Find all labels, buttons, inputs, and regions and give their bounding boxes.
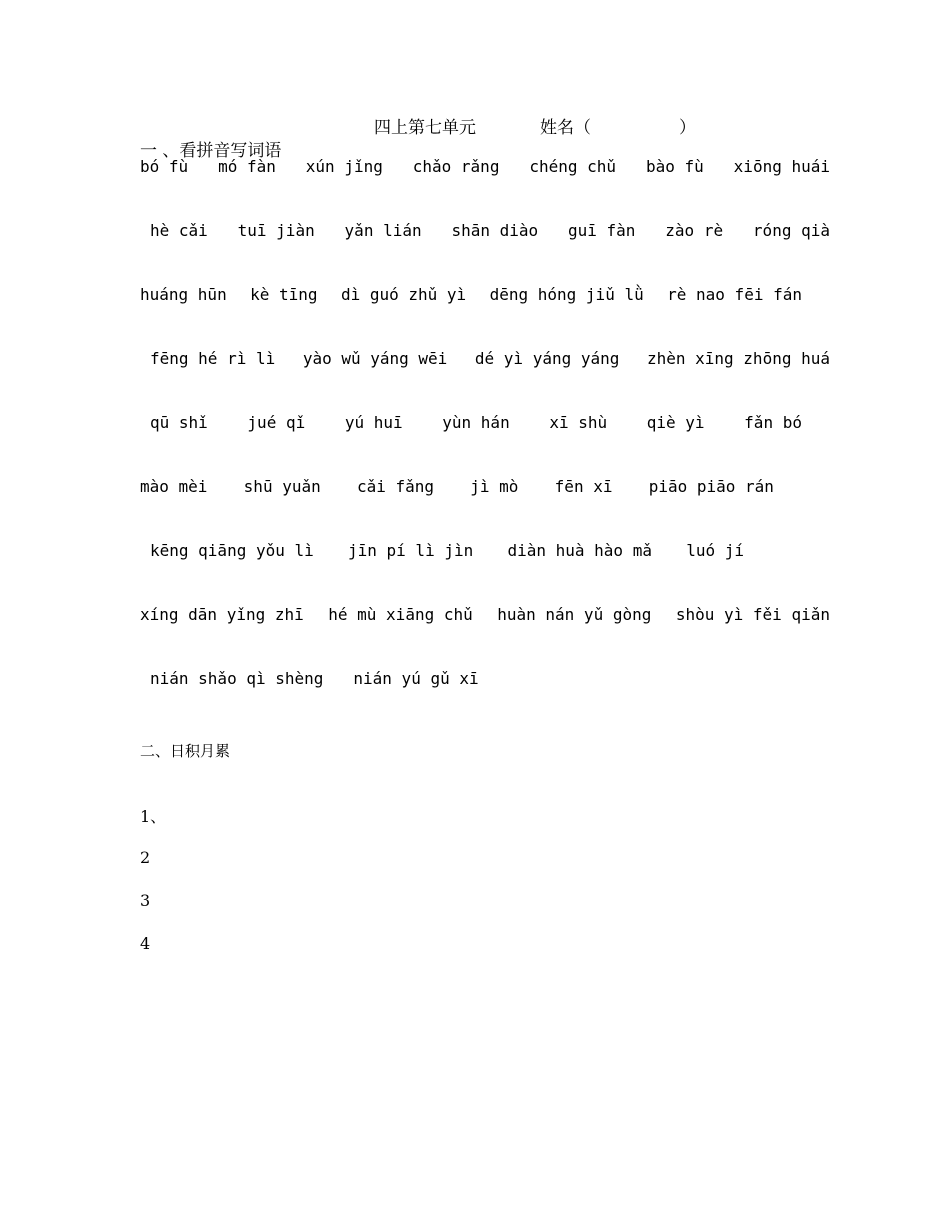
- pinyin-word: zhèn xīng zhōng huá: [646, 349, 830, 368]
- pinyin-line-4: [140, 349, 830, 368]
- pinyin-word: huàn nán yǔ gòng: [497, 605, 652, 624]
- pinyin-line-1: [140, 157, 830, 176]
- section-1-title: 一 、看拼音写词语: [140, 141, 282, 161]
- accumulation-item-1: 1、: [140, 807, 167, 826]
- pinyin-word: mào mèi: [140, 477, 208, 496]
- pinyin-word: jué qǐ: [247, 413, 306, 432]
- pinyin-word: guī fàn: [568, 221, 636, 240]
- pinyin-word: yǎn lián: [344, 221, 422, 240]
- name-label: 姓名（: [540, 118, 591, 138]
- pinyin-word: chéng chǔ: [529, 157, 617, 176]
- pinyin-word: yùn hán: [442, 413, 510, 432]
- pinyin-word: rè nao fēi fán: [667, 285, 802, 304]
- pinyin-line-6: [140, 477, 774, 496]
- pinyin-word: fēn xī: [554, 477, 613, 496]
- pinyin-word: fǎn bó: [744, 413, 802, 432]
- pinyin-word: qiè yì: [646, 413, 705, 432]
- pinyin-word: yú huī: [344, 413, 403, 432]
- pinyin-word: róng qià: [752, 221, 830, 240]
- pinyin-word: jì mò: [470, 477, 519, 496]
- pinyin-word: hé mù xiāng chǔ: [328, 605, 473, 624]
- pinyin-line-9: [140, 669, 830, 688]
- pinyin-word: piāo piāo rán: [648, 477, 774, 496]
- pinyin-word: kēng qiāng yǒu lì: [150, 541, 314, 560]
- pinyin-word: luó jí: [686, 541, 744, 560]
- pinyin-line-5: [140, 413, 802, 432]
- pinyin-word: dēng hóng jiǔ lǜ: [489, 285, 644, 304]
- worksheet-header: [374, 113, 696, 138]
- pinyin-word: kè tīng: [250, 285, 318, 304]
- pinyin-word: zào rè: [665, 221, 724, 240]
- pinyin-line-3: [140, 285, 802, 304]
- pinyin-word: diàn huà hào mǎ: [507, 541, 652, 560]
- pinyin-word: jīn pí lì jìn: [348, 541, 474, 560]
- pinyin-word: mó fàn: [218, 157, 276, 176]
- pinyin-word: xī shù: [549, 413, 608, 432]
- accumulation-item-2: 2: [140, 848, 151, 867]
- pinyin-word: bào fù: [645, 157, 704, 176]
- pinyin-line-2: [140, 221, 830, 240]
- accumulation-item-4: 4: [140, 934, 151, 953]
- pinyin-word: xún jǐng: [305, 157, 383, 176]
- pinyin-word: shū yuǎn: [243, 477, 321, 496]
- unit-title: 四上第七单元: [374, 118, 476, 138]
- pinyin-word: cǎi fǎng: [356, 477, 435, 496]
- pinyin-word: fēng hé rì lì: [150, 349, 276, 368]
- pinyin-word: nián shǎo qì shèng: [150, 669, 324, 688]
- pinyin-word: shòu yì fěi qiǎn: [675, 605, 830, 624]
- pinyin-word: dì guó zhǔ yì: [340, 285, 467, 304]
- pinyin-word: yào wǔ yáng wēi: [302, 349, 448, 368]
- section-2-title: 二、日积月累: [140, 742, 231, 760]
- pinyin-word: hè cǎi: [150, 221, 208, 240]
- pinyin-word: xíng dān yǐng zhī: [140, 605, 304, 624]
- pinyin-word: tuī jiàn: [237, 221, 315, 240]
- name-close: ）: [679, 118, 696, 138]
- pinyin-word: chǎo rǎng: [412, 157, 500, 176]
- pinyin-line-7: [140, 541, 744, 560]
- pinyin-line-8: [140, 605, 830, 624]
- pinyin-word: dé yì yáng yáng: [474, 349, 620, 368]
- pinyin-word: bó fù: [140, 157, 189, 176]
- pinyin-word: xiōng huái: [733, 157, 830, 176]
- pinyin-word: huáng hūn: [140, 285, 227, 304]
- pinyin-word: shān diào: [451, 221, 539, 240]
- accumulation-item-3: 3: [140, 891, 151, 910]
- pinyin-word: nián yú gǔ xī: [353, 669, 479, 688]
- pinyin-word: qū shǐ: [150, 413, 208, 432]
